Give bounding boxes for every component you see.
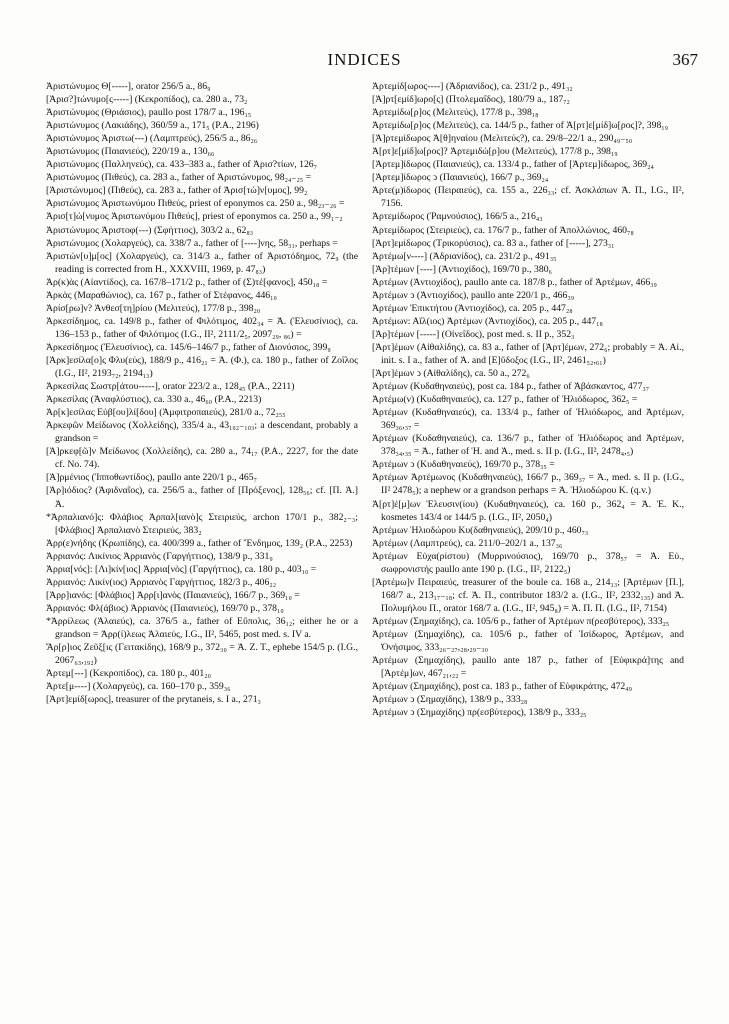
index-entry: Ἀρτέμων (Σημαχίδης), ca. 105/6 p., father of Ἀρτέμων π(ρεσβύτερος), 333₂₅	[372, 615, 670, 627]
index-entry: Ἀριστώνυμος Ἀριστοφ(---) (Σφήττιος), 303/2 a., 62₈₃	[46, 224, 254, 236]
index-entry: Ἀρτεμίδω[ρ]ος (Μελιτεύς), ca. 144/5 p., father of Ἀ[ρτ]ε[μίδ]ω[ρος]?, 398₁₉	[372, 120, 669, 132]
index-entry: Ἀριστώνυμος (Παλληνεύς), ca. 433–383 a., father of Ἀρισ?τίων, 126₇	[46, 159, 318, 171]
index-entry: [Ἀ]ρτ[εμίδ]ωρο[ς] (Πτολεμαΐδος), 180/79 a., 187₇₂	[372, 94, 570, 106]
index-entry: [Ἀρτ]έμων (Αἰθαλίδης), ca. 83 a., father of [Ἀρτ]έμων, 272₆; probably = Ἀ. Αἰ., init. s. I a., father of Ἀ. and [Ε]ὔδοξος (I.G., II², 2461₅₂,₆₁)	[372, 341, 684, 366]
index-entry: Ἀρισ[τ]ώ[νυμος Ἀριστωνύμου Πιθεύς], priest of eponymos ca. 250 a., 99₁₋₂	[46, 211, 343, 223]
index-entry: Ἀρτέμων ↄ (Σημαχίδης) πρ(εσβύτερος), 138/9 p., 333₂₅	[372, 707, 587, 719]
index-entry: Ἀρτέμων (Ἀντιοχίδος), paullo ante ca. 187/8 p., father of Ἀρτέμων, 466₃₉	[372, 276, 657, 288]
index-entry: [Ἀριστώνυμος] (Πιθεύς), ca. 283 a., father of Ἀρισ[τώ]ν[υμος], 99₂	[46, 185, 308, 197]
index-entry: Ἀρτέμων (Σημαχίδης), ca. 105/6 p., father of Ἰσίδωρος, Ἀρτέμων, and Ὀνήσιμος, 333₂₆₋₂₇,₂₈,₂₉₋₃₀	[372, 628, 684, 654]
index-entry: Ἀρτέμων (Σημαχίδης), post ca. 183 p., father of Εὐφικράτης, 472₄₉	[372, 681, 633, 693]
index-entry: Ἀριστών[υ]μ[ος] (Χολαργεύς), ca. 314/3 a., father of Ἀριστόδημος, 72₉ (the reading is corrected from H., XXXVIII, 1969, p. 47₈₃)	[46, 250, 358, 275]
index-entry: [Ἀρτ]εμίδωρος (Τρικορύσιος), ca. 83 a., father of [-----], 273₃₁	[372, 237, 615, 249]
page-number: 367	[672, 50, 698, 69]
index-entry: Ἀρτέμων: Αἴλ(ιος) Ἀρτέμων (Ἀντιοχίδος), ca. 205 p., 447₁₈	[372, 315, 603, 327]
index-entry: Ἀριστώνυμος Θ[-----], orator 256/5 a., 86₉	[46, 81, 211, 92]
right-column	[372, 80, 684, 719]
index-entry: [Ἀρ]τέμων [----] (Ἀντιοχίδος), 169/70 p., 380₆	[372, 263, 552, 275]
index-entry: Ἀριστώνυμος (Λακιάδης), 360/59 a., 171₅ (P.A., 2196)	[46, 120, 259, 132]
index-entry: Ἀρριανός: Λικίν(ιος) Ἀρριανὸς Γαργήττιος, 182/3 p., 406₂₂	[46, 576, 277, 588]
index-entry: Ἀρτεμίδωρος (Ῥαμνούσιος), 166/5 a., 216₄₃	[372, 211, 543, 223]
index-entry: Ἀριστώνυμος (Χολαργεύς), ca. 338/7 a., father of [----]νης, 58₃₁, perhaps =	[46, 237, 338, 249]
index-entry: Ἀρτέμων Ἡλιοδώρου Κυ(δαθηναιεύς), 209/10 p., 460₇₃	[372, 524, 589, 536]
index-entry: Ἀριστώνυμος (Πιθεύς), ca. 283 a., father of Ἀριστώνυμος, 98₂₄₋₂₅ =	[46, 172, 312, 184]
left-column	[46, 80, 358, 706]
index-entry: Ἀρκεφῶν Μείδωνος (Χολλείδης), 335/4 a., 43₁₀₂₋₁₀₃; a descendant, probably a grandson =	[46, 420, 358, 445]
index-entry: Ἀρκεσίλας Σωστρ[άτου-----], orator 223/2 a., 128₄₅ (P.A., 2211)	[46, 381, 295, 393]
index-entry: Ἀρρια[νός]: [Λι]κίν[ιος] Ἀρρια[νὸς] (Γαργήττιος), ca. 180 p., 403₁₀ =	[46, 563, 317, 575]
index-entry: [Ἀρτ]εμίδ[ωρος], treasurer of the prytaneis, s. I a., 271₃	[46, 694, 261, 706]
index-entry: Ἀριστώνυμος Ἀριστω(---) (Λαμπτρεύς), 256/5 a., 86₂₆	[46, 133, 258, 145]
index-entry: Ἀρτέμων (Λαμπτρεύς), ca. 211/0–202/1 a., 137₃₆	[372, 537, 563, 549]
index-entry: Ἀ[ρτ]ε[μίδ]ω[ρος]? Ἀρτεμιδώ[ρ]ου (Μελιτεύς), 177/8 p., 398₁₉	[372, 146, 618, 158]
index-entry: Ἀρτέμω(ν) (Κυδαθηναιεύς), ca. 127 p., father of Ἡλιόδωρος, 362₅ =	[372, 394, 638, 406]
index-entry: [Ἀρτ]έμων ↄ (Αἰθαλίδης), ca. 50 a., 272₆	[372, 368, 530, 380]
index-entry: Ἄρ[ρ]ιος Ζεῦξ[ις (Γειτακίδης), 168/9 p., 372₃₀ = Ἀ. Ζ. Τ., ephebe 154/5 p. (I.G., 2067₆₃,₁₉₂)	[46, 642, 358, 667]
index-entry: [Ἀρκ]εσίλα[ο]ς Φλυ(εύς), 188/9 p., 416₂₁ = Ἀ. (Φ.), ca. 180 p., father of Ζοΐλος (I.G., II², 2193₇₂, 2194₁₃)	[46, 354, 358, 380]
index-entry: Ἀρ(κ)ὰς (Αἰαντίδος), ca. 167/8–171/2 p., father of (Σ)τέ[φανος], 450₁₈ =	[46, 276, 328, 288]
index-entry: Ἀρκεσίλας (Ἀναφλύστιος), ca. 330 a., 46₆₀ (P.A., 2213)	[46, 394, 262, 406]
index-entry: Ἀρτέμων (Κυδαθηναιεύς), ca. 136/7 p., father of Ἡλιόδωρος and Ἀρτέμων, 378₃₄,₃₅ = Ἀ., father of Ἡ. and Ἀ., med. s. II p. (I.G., II², 2478₄,₅)	[372, 433, 684, 458]
index-entry: Ἀρτέμων (Κυδαθηναιεύς), ca. 133/4 p., father of Ἡλιόδωρος, and Ἀρτέμων, 369₃₆,₃₇ =	[372, 407, 684, 432]
index-entry: Ἀριστώνυμος (Θριάσιος), paullo post 178/7 a., 196₁₅	[46, 107, 252, 119]
index-entry: Ἀρτέμω[ν----] (Ἀδριανίδος), ca. 231/2 p., 491₃₅	[372, 250, 557, 262]
index-entry: Ἀρτέμων (Κυδαθηναιεύς), post ca. 184 p., father of Ἀβάσκαντος, 477₃₇	[372, 381, 650, 393]
index-entry: Ἀρτεμίδωρος (Στειριεύς), ca. 176/7 p., father of Ἀπολλώνιος, 460₇₈	[372, 224, 634, 236]
index-entry: Ἀρτεμίδω[ρ]ος (Μελιτεύς), 177/8 p., 398₁₈	[372, 107, 539, 119]
index-entry: Ἀρτέμων ↄ (Κυδαθηναιεύς), 169/70 p., 378₃₅ =	[372, 459, 555, 471]
index-entry: Ἀρτεμίδ[ωρος----] (Ἀδριανίδος), ca. 231/2 p., 491₃₂	[372, 81, 573, 92]
page-title: INDICES	[327, 50, 402, 69]
index-entry: Ἀρκὰς (Μαραθώνιος), ca. 167 p., father of Στέφανος, 446₁₀	[46, 289, 277, 301]
index-entry: [Ἀ]ρκεφ[ῶ]ν Μείδωνος (Χολλείδης), ca. 280 a., 74₁₇ (P.A., 2227, for the date cf. No. 74).	[46, 446, 358, 471]
index-entry: Ἀρτε(μ)ίδωρος (Πειραιεύς), ca. 155 a., 226₃₃; cf. Ἀσκλάπων Ἀ. Π., I.G., II², 7156.	[372, 185, 684, 210]
index-entry: *Ἀρπαλιανό]ς: Φλάβιος Ἀρπαλ[ιανὸ]ς Στειριεύς, archon 170/1 p., 382₂₋₃; [Φλάβιος] Ἀρπαλιανὸ Στειριεύς, 383₂	[46, 511, 358, 536]
index-entry: Ἀρτέμων Ἐπικτήτου (Ἀντιοχίδος), ca. 205 p., 447₂₈	[372, 302, 573, 314]
index-entry: Ἀρκεσίδημος, ca. 149/8 p., father of Φιλότιμος, 402₃₄ = Ἀ. (Ἐλευσίνιος), ca. 136–153 p., father of Φιλότιμος (I.G., II², 2111/2₅, 2097₂₉, ₈₆) =	[46, 315, 358, 340]
index-entry: Ἀρριανός: Φλ(άβιος) Ἀρριανὸς (Παιανιεύς), 169/70 p., 378₁₀	[46, 602, 284, 614]
index-entry: Ἀρτεμ[---] (Κεκροπίδος), ca. 180 p., 401₂₀	[46, 668, 211, 680]
index-entry: [Ἀρ]τέμων [-----] (Οἰνεΐδος), post med. s. II p., 352₃	[372, 328, 575, 340]
index-entry: Ἀρ[κ]εσίλας Εὐβ[ου]λί[δου] (Ἀμφιτροπαιεύς), 281/0 a., 72₂₅₅	[46, 407, 286, 419]
index-entry: [Ἀρρ]ιανός: [Φλάβιος] Ἀρρ[ι]ανὸς (Παιανιεύς), 166/7 p., 369₁₀ =	[46, 589, 300, 601]
index-entry: Ἀρρ(ε)νήδης (Κρωπίδης), ca. 400/399 a., father of Ἔνδημος, 139₂ (P.A., 2253)	[46, 537, 353, 549]
index-entry: [Ἀρ]ιόδιος? (Ἀφιδναῖος), ca. 256/5 a., father of [Πρόξενος], 128₅₆; cf. [Π. Ἀ.] Ἀ.	[46, 485, 358, 510]
index-entry: Ἀρτέμων ↄ (Ἀντιοχίδος), paullo ante 220/1 p., 466₃₉	[372, 289, 575, 301]
index-entry: Ἀρτέμων ↄ (Σημαχίδης), 138/9 p., 333₂₈	[372, 694, 528, 706]
index-entry: [Ἀρτεμ]ίδωρος ↄ (Παιανιεύς), 166/7 p., 369₂₄	[372, 172, 549, 184]
index-entry: [Ἀρτέμω]ν Πειραιεύς, treasurer of the boule ca. 168 a., 214₁₃; [Ἀρτέμων [Π.], 168/7 a., 213₁₇₋₁₈; cf. Ἀ. Π., contributor 183/2 a. (I.G., II², 2332₁₃₅) and Ἀ. Πολυμήλου Π., orator 168/7 a. (I.G., II², 945₈) = Ἀ. Π. Π. (I.G., II², 7154)	[372, 576, 684, 614]
index-entry: Ἀρριανός: Λικίνιος Ἀρριανὸς (Γαργήττιος), 138/9 p., 331₉	[46, 550, 273, 562]
index-entry: Ἀριστώνυμος Ἀριστωνύμου Πιθεύς, priest of eponymos ca. 250 a., 98₂₃₋₂₆ =	[46, 198, 345, 210]
index-entry: Ἀρκεσίδημος (Ἐλευσίνιος), ca. 145/6–146/7 p., father of Διονύσιος, 399₉	[46, 341, 331, 353]
index-entry: Ἀρτέμων Ἀρτέμωνος (Κυδαθηναιεύς), 166/7 p., 369₃₇ = Ἀ., med. s. II p. (I.G., II² 2478₅); a nephew or a grandson perhaps = Ἀ. Ἡλιοδώρου Κ. (q.v.)	[372, 472, 684, 497]
index-entry: Ἀρίσ[ρω]ν? Ἀνθεσ[τη]ρίου (Μελιτεύς), 177/8 p., 398₂₀	[46, 302, 261, 314]
index-entry: Ἀριστώνυμος (Παιανιεύς), 220/19 a., 130₆₆	[46, 146, 215, 158]
index-entry: Ἀρτέμων (Σημαχίδης), paullo ante 187 p., father of [Εὐφικρά]της and [Ἀρτέμ]ων, 467₂₁,₂₂ =	[372, 655, 684, 680]
index-entry: [Ἀρισ?]τώνυμο[ς-----] (Κεκροπίδος), ca. 280 a., 73₂	[46, 94, 248, 106]
index-entry: [Ἀρτεμ]ίδωρος (Παιανιεύς), ca. 133/4 p., father of [Ἀρτεμ]ίδωρος, 369₂₄	[372, 159, 654, 171]
index-entry: Ἀρτε[μ----] (Χολαργεύς), ca. 160–170 p., 359₃₆	[46, 681, 231, 693]
index-entry: [Ἀ]ρτεμίδωρος Ἀ[θ]ηναίου (Μελιτεύς?), ca. 29/8–22/1 a., 290₄₉₋₅₀	[372, 133, 633, 145]
index-entry: Ἀρτέμων Εὐχα(ρίστου) (Μυρρινούσιος), 169/70 p., 378₅₇ = Ἀ. Εὐ., σωφρονιστής paullo ante 190 p. (I.G., II², 2122₅)	[372, 550, 684, 575]
index-entry: *Ἀρρίλεως (Ἁλαιεύς), ca. 376/5 a., father of Εὔπολις, 36₁₂; either he or a grandson = Ἀρρ(ί)λεως Ἁλαιεύς, I.G., II², 5465, post med. s. IV a.	[46, 615, 358, 640]
index-entry: [Ἀ]ρμένιος (Ἱπποθωντίδος), paullo ante 220/1 p., 465₇	[46, 472, 257, 484]
index-entry: Ἀ[ρτ]έ[μ]ων Ἐλευσιν(ίου) (Κυδαθηναιεύς), ca. 160 p., 362₄ = Ἀ. Ἐ. Κ., kosmetes 143/4 or 144/5 p. (I.G., II², 2050₄)	[372, 498, 684, 523]
